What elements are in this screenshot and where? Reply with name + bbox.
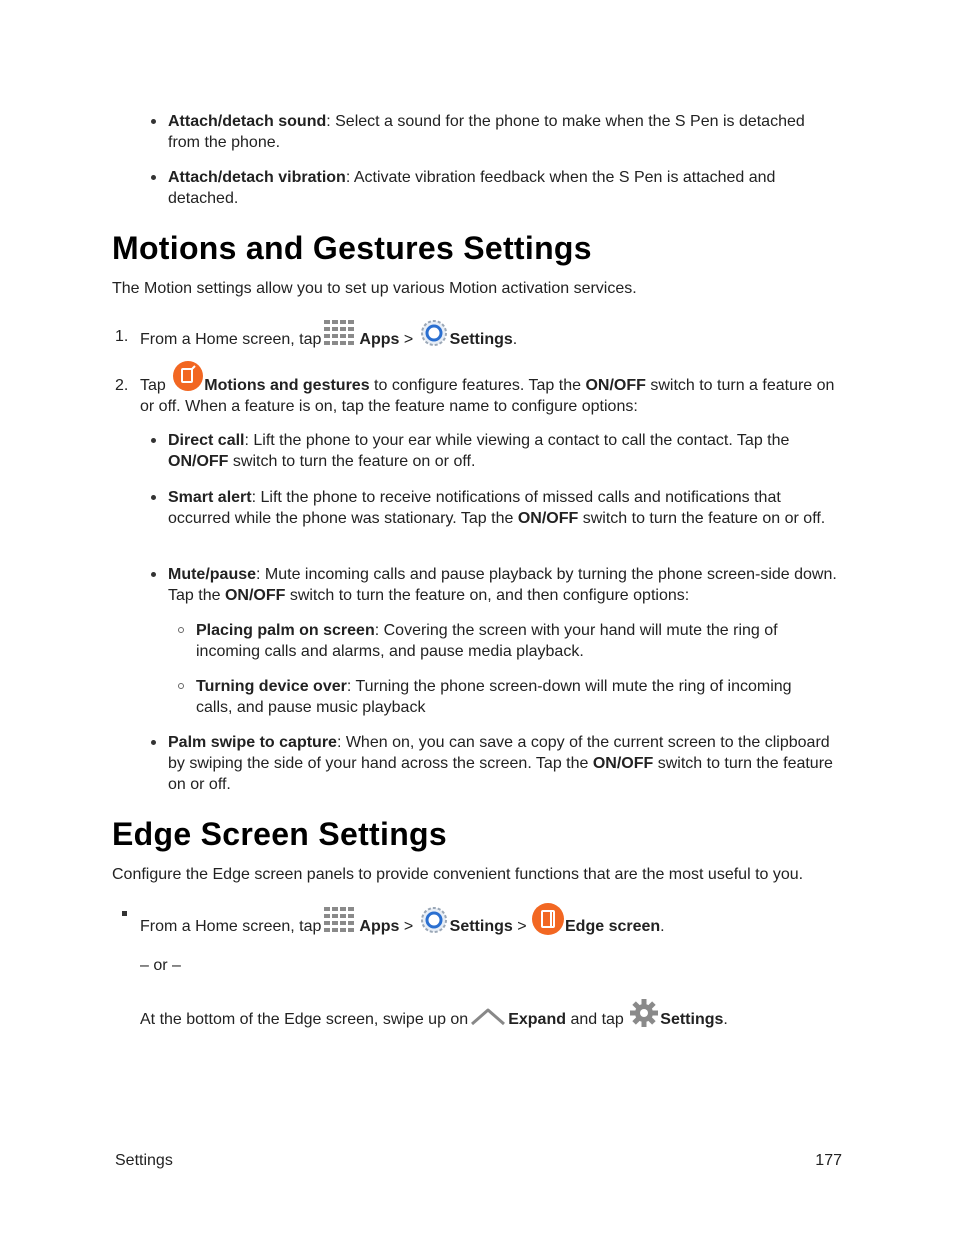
apps-grid-icon: [322, 318, 358, 359]
punctuation: .: [723, 1011, 728, 1028]
expand-label: Expand: [508, 1011, 566, 1028]
term-attach-vibration: Attach/detach vibration: [168, 169, 346, 186]
edge-alt-step: [140, 998, 840, 1039]
term-palm-swipe: Palm swipe to capture: [168, 734, 337, 751]
gear-icon: [629, 998, 659, 1039]
step-2: [140, 375, 845, 417]
term-turning-device-over: Turning device over: [196, 678, 347, 695]
motions-gestures-icon: [173, 361, 203, 397]
step-number: 1.: [115, 328, 129, 345]
term-direct-call: Direct call: [168, 432, 245, 449]
settings-label: Settings: [449, 331, 513, 348]
term-smart-alert: Smart alert: [168, 489, 252, 506]
settings-label: Settings: [449, 918, 513, 935]
punctuation: .: [660, 918, 665, 935]
apps-label: Apps: [359, 918, 400, 935]
step-text: From a Home screen, tap: [140, 918, 322, 935]
onoff-label: ON/OFF: [168, 453, 229, 470]
item-text: : Lift the phone to receive notifications of missed calls and notifications that occurred while the phone was stationary. Tap the: [168, 489, 781, 527]
list-item: [168, 430, 838, 472]
settings-label: Settings: [660, 1011, 724, 1028]
list-item: [196, 676, 826, 718]
item-text: : Lift the phone to your ear while viewing a contact to call the contact. Tap the: [244, 432, 790, 449]
item-text: : Covering the screen with your hand will mute the ring of incoming calls and alarms, and pause media playback.: [196, 622, 778, 660]
apps-label: Apps: [359, 331, 400, 348]
list-item: [196, 620, 826, 662]
settings-gear-icon: [419, 905, 449, 946]
onoff-label: ON/OFF: [592, 755, 654, 772]
item-text: : Turning the phone screen-down will mute the ring of incoming calls, and pause music playback: [196, 678, 792, 716]
list-item: [168, 732, 843, 795]
motions-intro: The Motion settings allow you to set up various Motion activation services.: [112, 280, 637, 297]
term-palm-on-screen: Placing palm on screen: [196, 622, 375, 639]
list-item: [168, 487, 838, 529]
item-text: switch to turn the feature on or off.: [578, 510, 826, 527]
term-mute-pause: Mute/pause: [168, 566, 257, 583]
step-text: From a Home screen, tap: [140, 331, 322, 348]
list-item: [168, 167, 838, 209]
settings-gear-icon: [419, 318, 449, 359]
apps-grid-icon: [322, 905, 358, 946]
section-heading-edge: Edge Screen Settings: [112, 816, 447, 852]
footer-section: Settings: [115, 1152, 173, 1169]
step-1: [140, 318, 840, 359]
list-item: [168, 111, 838, 153]
list-item: [168, 564, 838, 606]
edge-step: [140, 903, 840, 946]
onoff-label: ON/OFF: [224, 587, 286, 604]
edge-screen-icon: [532, 903, 564, 946]
term-motions-gestures: Motions and gestures: [204, 377, 370, 394]
item-text: : Select a sound for the phone to make when the S Pen is detached from the phone.: [168, 113, 805, 151]
item-text: switch to turn the feature on or off.: [228, 453, 476, 470]
separator: >: [512, 918, 531, 935]
onoff-label: ON/OFF: [585, 377, 646, 394]
step-text: switch to turn a feature on or off. When a feature is on, tap the feature name to configure options:: [140, 377, 835, 415]
item-text: : Mute incoming calls and pause playback by turning the phone screen-side down. Tap the: [168, 566, 837, 604]
item-text: : When on, you can save a copy of the current screen to the clipboard by swiping the side of your hand across the screen. Tap the: [168, 734, 830, 772]
step-text: to configure features. Tap the: [369, 377, 586, 394]
term-attach-sound: Attach/detach sound: [168, 113, 327, 130]
section-heading-motions: Motions and Gestures Settings: [112, 230, 592, 266]
item-text: switch to turn the feature on, and then configure options:: [285, 587, 690, 604]
onoff-label: ON/OFF: [517, 510, 579, 527]
separator: >: [399, 331, 418, 348]
step-text: Tap: [140, 377, 166, 394]
edge-intro: Configure the Edge screen panels to provide convenient functions that are the most useful to you.: [112, 866, 804, 883]
item-text: : Activate vibration feedback when the S Pen is attached and detached.: [168, 169, 776, 207]
separator: >: [399, 918, 418, 935]
expand-chevron-icon: [469, 1004, 507, 1039]
punctuation: .: [512, 331, 518, 348]
page-number: 177: [815, 1152, 842, 1169]
step-text: and tap: [566, 1011, 629, 1028]
step-number: 2.: [115, 377, 129, 394]
or-separator: – or –: [140, 957, 181, 974]
item-text: switch to turn the feature on or off.: [168, 755, 833, 793]
step-text: At the bottom of the Edge screen, swipe up on: [140, 1011, 469, 1028]
edge-screen-label: Edge screen: [565, 918, 661, 935]
